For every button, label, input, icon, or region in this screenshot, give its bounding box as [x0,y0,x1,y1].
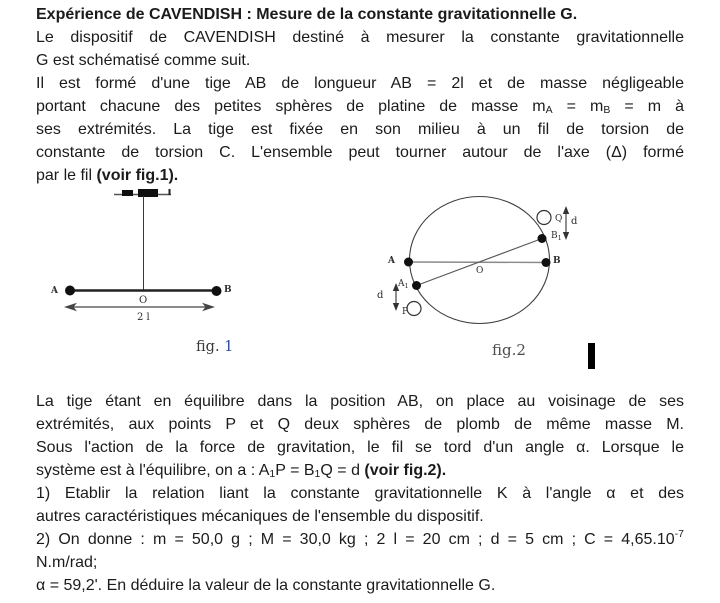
fig2-caption: fig.2 [492,341,526,359]
arrowhead-down-right [563,232,569,240]
cursor-bar [588,343,595,369]
text-line-17: α = 59,2'. En déduire la valeur de la constante gravitationnelle G. [36,577,496,594]
label-o: O [476,266,484,276]
text-line-07: constante de torsion C. L'ensemble peut tourner autour de l'axe (Δ) formé [36,144,684,161]
sphere-q [537,211,551,225]
dot-a [404,258,413,267]
text-run: système est à l'équilibre, on a : A [36,462,270,479]
label-d-left: d [377,290,384,301]
label-a1 [397,279,409,290]
fig1-caption-text: fig. [196,339,225,355]
text-run: P = B [275,462,315,479]
text-line-02: Le dispositif de CAVENDISH destiné à mesurer la constante gravitationnelle [36,29,684,46]
text-line-12 [36,459,684,482]
arrowhead-down-left [393,303,399,311]
text-line-14: autres caractéristiques mécaniques de l'ensemble du dispositif. [36,508,484,525]
sphere-a [65,286,75,296]
text-line-06: ses extrémités. La tige est fixée en son milieu à un fil de torsion de [36,121,684,138]
support-clamp-left [122,190,133,196]
label-a: A [388,256,395,266]
subscript-a: A [545,104,553,116]
label-b1-main: B [551,231,558,241]
voir-fig1-ref: (voir fig.1). [96,167,179,184]
figure-2-top-view [370,190,610,375]
label-a1-sub: 1 [404,282,409,290]
sphere-b [212,286,222,296]
text-line-13: 1) Etablir la relation liant la constante gravitationnelle K à l'angle α et des [36,485,684,502]
text-line-10: extrémités, aux points P et Q deux sphères de plomb de même masse M. [36,416,684,433]
label-a: A [51,286,58,296]
label-b1-sub: 1 [557,234,562,242]
dot-b [542,258,551,267]
text-line-04: Il est formé d'une tige AB de longueur AB = 2l et de masse négligeable [36,75,684,92]
sphere-p [407,302,421,316]
text-line-11: Sous l'action de la force de gravitation, le fil se tord d'un angle α. Lorsque le [36,439,684,456]
subscript-b: B [603,104,611,116]
dot-a1 [412,281,421,290]
label-b1 [551,231,562,242]
text-line-05 [36,95,684,118]
text-run: = m à [610,98,685,115]
questions-text-block [36,390,684,597]
superscript-exponent: -7 [674,528,684,540]
text-line-09: La tige étant en équilibre dans la position AB, on place au voisinage de ses [36,393,684,410]
doc-title: Expérience de CAVENDISH : Mesure de la constante gravitationnelle G. [36,6,578,23]
fig1-caption [196,339,233,355]
label-2l: 2 l [137,312,150,323]
label-d-right: d [571,216,578,227]
text-run: Q = d [320,462,365,479]
text-run: par le fil [36,167,97,184]
intro-text-block [36,3,684,187]
text-line-16: N.m/rad; [36,554,98,571]
fig1-caption-number: 1 [224,339,234,355]
text-run: = m [552,98,604,115]
subscript-1: 1 [269,468,276,480]
dot-b1 [538,234,547,243]
label-p: P [402,307,409,317]
text-line-15 [36,528,684,551]
subscript-1: 1 [314,468,321,480]
arrowhead-up-right [563,206,569,214]
label-b: B [224,285,232,295]
text-line-03: G est schématisé comme suit. [36,52,251,69]
rotation-circle [410,197,550,324]
voir-fig2-ref: (voir fig.2). [364,462,447,479]
text-run: 2) On donne : m = 50,0 g ; M = 30,0 kg ; 2 l = 20 cm ; d = 5 cm ; C = 4,65.10 [36,531,675,548]
label-b: B [553,256,561,266]
support-clamp-center [138,189,158,197]
label-q: Q [555,214,563,224]
text-line-08 [36,164,684,187]
text-run: portant chacune des petites sphères de platine de masse m [36,98,546,115]
label-o: O [139,295,148,306]
figure-1-torsion-pendulum [40,186,260,358]
label-a1-main: A [398,279,405,289]
